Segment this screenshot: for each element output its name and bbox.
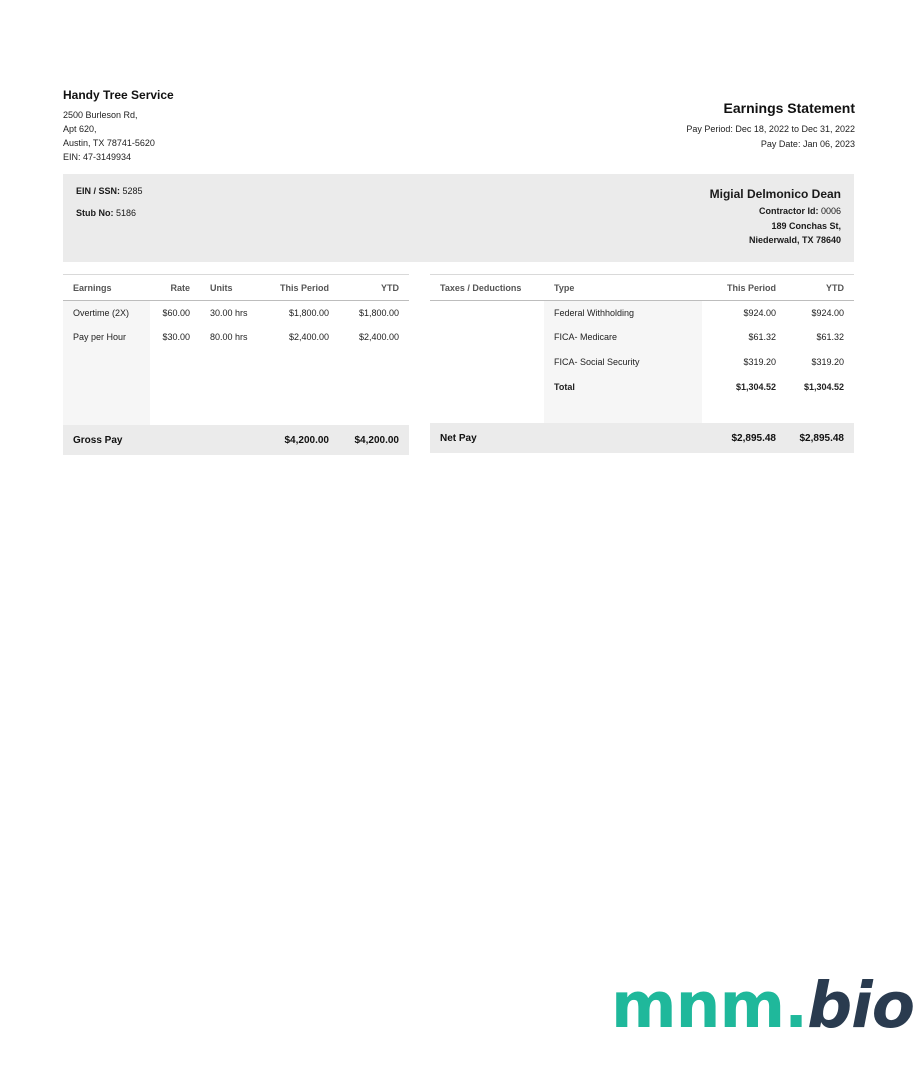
deduction-ytd: $61.32 — [816, 332, 844, 342]
gross-pay-label: Gross Pay — [63, 425, 150, 455]
total-label: Total — [544, 375, 702, 399]
earning-units: 80.00 hrs — [210, 332, 248, 342]
col-header-this-period: This Period — [702, 275, 786, 301]
table-row — [430, 301, 854, 326]
pay-period: Pay Period: Dec 18, 2022 to Dec 31, 2022 — [686, 124, 855, 134]
stub-label: Stub No: — [76, 208, 114, 218]
employee-address-text: 189 Conchas St, — [771, 220, 841, 231]
deduction-type: FICA- Social Security — [544, 349, 702, 375]
total-this-period: $1,304.52 — [735, 382, 776, 392]
col-header-ytd: YTD — [786, 275, 854, 301]
ein-value: 5285 — [120, 186, 143, 196]
total-row — [430, 375, 854, 399]
col-header-this-period: This Period — [266, 275, 339, 301]
employee-address-line2 — [710, 233, 841, 248]
earning-rate: $60.00 — [162, 308, 190, 318]
contractor-id-row — [710, 204, 841, 219]
earning-ytd: $1,800.00 — [358, 308, 399, 318]
company-address-line: Austin, TX 78741-5620 — [63, 138, 155, 148]
logo-text-part2: bio — [807, 969, 915, 1042]
contractor-label: Contractor Id: — [758, 206, 819, 216]
gross-pay-this-period: $4,200.00 — [266, 425, 339, 455]
earning-type: Overtime (2X) — [63, 301, 150, 326]
table-row — [63, 301, 409, 326]
total-ytd: $1,304.52 — [803, 382, 844, 392]
mnm-bio-logo — [611, 969, 915, 1042]
col-header-rate: Rate — [150, 275, 200, 301]
deduction-category — [430, 325, 544, 349]
earning-ytd: $2,400.00 — [358, 332, 399, 342]
col-header-type: Type — [544, 275, 702, 301]
company-block — [63, 88, 174, 164]
logo-text-part1: mnm. — [611, 969, 808, 1042]
employee-address-line1 — [710, 219, 841, 234]
table-row — [63, 325, 409, 349]
deduction-category — [430, 349, 544, 375]
deduction-ytd: $319.20 — [811, 357, 844, 367]
ein-row — [76, 186, 143, 208]
earning-rate: $30.00 — [162, 332, 190, 342]
deduction-type: Federal Withholding — [544, 301, 702, 326]
earning-this-period: $2,400.00 — [288, 332, 329, 342]
employee-address-text: Niederwald, TX 78640 — [748, 235, 841, 245]
earning-units: 30.00 hrs — [210, 308, 248, 318]
net-pay-ytd: $2,895.48 — [786, 423, 854, 453]
empty-row — [63, 375, 409, 401]
deduction-category — [430, 301, 544, 326]
contractor-value: 0006 — [818, 206, 841, 216]
statement-title: Earnings Statement — [723, 100, 855, 116]
deduction-this-period: $61.32 — [748, 332, 776, 342]
taxes-table — [430, 274, 854, 453]
net-pay-this-period: $2,895.48 — [702, 423, 786, 453]
company-address-line: Apt 620, — [63, 124, 97, 134]
company-ein: EIN: 47-3149934 — [63, 152, 132, 162]
deduction-ytd: $924.00 — [811, 308, 844, 318]
stub-value: 5186 — [113, 208, 137, 218]
employee-info-bar — [63, 174, 854, 262]
earnings-header-row — [63, 275, 409, 301]
net-pay-row — [430, 423, 854, 453]
gross-pay-ytd: $4,200.00 — [339, 425, 409, 455]
empty-row — [63, 349, 409, 375]
statement-block — [686, 100, 855, 152]
col-header-ytd: YTD — [339, 275, 409, 301]
earning-type: Pay per Hour — [63, 325, 150, 349]
earnings-table — [63, 274, 409, 455]
col-header-earnings: Earnings — [63, 275, 150, 301]
col-header-units: Units — [200, 275, 266, 301]
spacer-row — [63, 401, 409, 425]
employee-name: Migial Delmonico Dean — [709, 187, 841, 201]
earning-this-period: $1,800.00 — [288, 308, 329, 318]
company-address-line: 2500 Burleson Rd, — [63, 110, 138, 120]
stub-info — [76, 186, 143, 230]
stub-row — [76, 208, 143, 230]
gross-pay-row — [63, 425, 409, 455]
employee-info — [710, 187, 841, 248]
ein-label: EIN / SSN: — [76, 186, 121, 196]
table-row — [430, 325, 854, 349]
deduction-this-period: $319.20 — [743, 357, 776, 367]
net-pay-label: Net Pay — [430, 423, 544, 453]
deduction-this-period: $924.00 — [743, 308, 776, 318]
company-name: Handy Tree Service — [63, 88, 174, 102]
spacer-row — [430, 399, 854, 423]
pay-date: Pay Date: Jan 06, 2023 — [760, 139, 855, 149]
col-header-taxes-deductions: Taxes / Deductions — [430, 275, 544, 301]
deduction-type: FICA- Medicare — [544, 325, 702, 349]
table-row — [430, 349, 854, 375]
taxes-header-row — [430, 275, 854, 301]
